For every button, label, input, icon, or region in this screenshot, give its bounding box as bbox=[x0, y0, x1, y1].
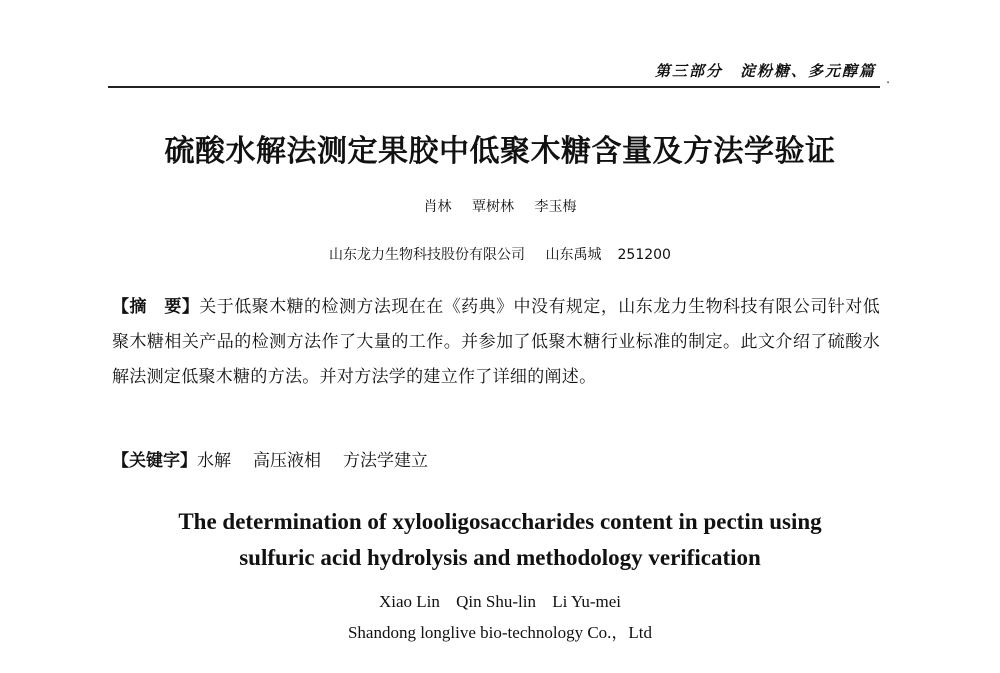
keywords-label: 【关键字】 bbox=[112, 451, 197, 471]
english-author: Li Yu-mei bbox=[552, 592, 621, 611]
english-title bbox=[0, 504, 1000, 576]
paper-title: 硫酸水解法测定果胶中低聚木糖含量及方法学验证 bbox=[164, 134, 836, 169]
affiliation-city: 山东禹城 bbox=[545, 247, 602, 263]
abstract bbox=[112, 290, 880, 395]
keyword: 高压液相 bbox=[253, 451, 321, 471]
running-header bbox=[108, 58, 890, 88]
section-label: 第三部分 淀粉糖、多元醇篇 bbox=[654, 62, 876, 80]
affiliation-org: 山东龙力生物科技股份有限公司 bbox=[329, 247, 526, 263]
abstract-label: 【摘 要】 bbox=[112, 297, 200, 317]
keywords bbox=[112, 446, 880, 476]
affiliation-postcode: 251200 bbox=[617, 247, 671, 263]
abstract-text: 关于低聚木糖的检测方法现在在《药典》中没有规定，山东龙力生物科技有限公司针对低聚木糖相关产品的检测方法作了大量的工作。并参加了低聚木糖行业标准的制定。此文介绍了硫酸水解法测定低聚木糖的方法。并对方法学的建立作了详细的阐述。 bbox=[112, 297, 881, 387]
english-authors bbox=[0, 592, 1000, 612]
header-dot: . bbox=[886, 72, 890, 86]
english-title-line: sulfuric acid hydrolysis and methodology verification bbox=[239, 545, 761, 570]
english-author: Xiao Lin bbox=[379, 592, 440, 611]
english-title-line: The determination of xylooligosaccharides content in pectin using bbox=[178, 509, 822, 534]
author-name: 李玉梅 bbox=[534, 199, 577, 215]
author-name: 肖林 bbox=[423, 199, 452, 215]
author-name: 覃树林 bbox=[472, 199, 514, 215]
authors-cn bbox=[0, 196, 1000, 216]
keyword: 方法学建立 bbox=[343, 451, 428, 471]
keyword: 水解 bbox=[197, 451, 231, 471]
affiliation-cn bbox=[0, 244, 1000, 264]
english-author: Qin Shu-lin bbox=[456, 592, 536, 611]
english-affiliation: Shandong longlive bio-technology Co.，Ltd bbox=[347, 623, 653, 642]
